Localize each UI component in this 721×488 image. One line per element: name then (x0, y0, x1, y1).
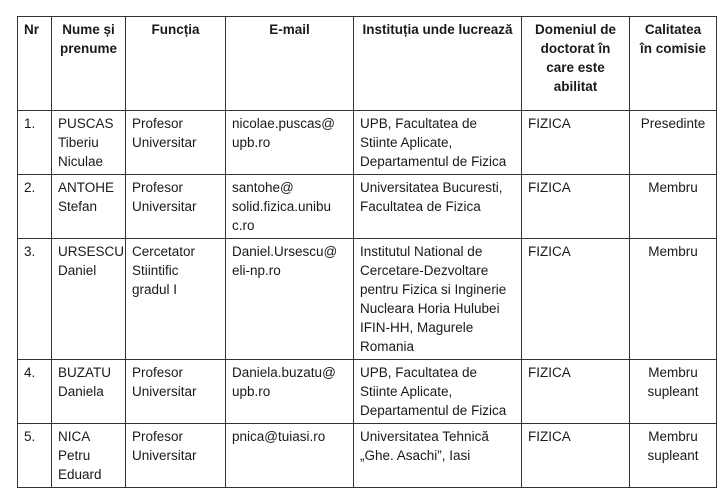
cell-name: ANTOHE Stefan (52, 175, 126, 239)
header-nr: Nr (18, 17, 52, 111)
header-function: Funcția (126, 17, 226, 111)
cell-role: Membru (630, 239, 717, 360)
cell-email: nicolae.puscas@ upb.ro (226, 111, 354, 175)
cell-role: Membru (630, 175, 717, 239)
cell-name: PUSCAS Tiberiu Niculae (52, 111, 126, 175)
cell-nr: 3. (18, 239, 52, 360)
cell-email: santohe@ solid.fizica.unibu c.ro (226, 175, 354, 239)
cell-institution: Universitatea Bucuresti, Facultatea de Fizica (354, 175, 522, 239)
cell-function: Profesor Universitar (126, 424, 226, 488)
header-row (18, 17, 717, 111)
cell-role: Presedinte (630, 111, 717, 175)
cell-name: BUZATU Daniela (52, 360, 126, 424)
cell-domain: FIZICA (522, 175, 630, 239)
table-row (18, 424, 717, 488)
cell-function: Profesor Universitar (126, 360, 226, 424)
cell-domain: FIZICA (522, 239, 630, 360)
commission-table (17, 16, 717, 488)
header-role: Calitatea în comisie (630, 17, 717, 111)
cell-name: URSESCU Daniel (52, 239, 126, 360)
cell-institution: UPB, Facultatea de Stiinte Aplicate, Departamentul de Fizica (354, 360, 522, 424)
cell-function: Cercetator Stiintific gradul I (126, 239, 226, 360)
table-row (18, 175, 717, 239)
cell-role: Membru supleant (630, 424, 717, 488)
header-institution: Instituția unde lucrează (354, 17, 522, 111)
cell-email: pnica@tuiasi.ro (226, 424, 354, 488)
cell-nr: 2. (18, 175, 52, 239)
cell-nr: 4. (18, 360, 52, 424)
cell-function: Profesor Universitar (126, 111, 226, 175)
cell-domain: FIZICA (522, 111, 630, 175)
cell-domain: FIZICA (522, 424, 630, 488)
header-domain: Domeniul de doctorat în care este abilitat (522, 17, 630, 111)
cell-nr: 1. (18, 111, 52, 175)
cell-domain: FIZICA (522, 360, 630, 424)
cell-name: NICA Petru Eduard (52, 424, 126, 488)
cell-institution: UPB, Facultatea de Stiinte Aplicate, Departamentul de Fizica (354, 111, 522, 175)
cell-email: Daniela.buzatu@ upb.ro (226, 360, 354, 424)
header-email: E-mail (226, 17, 354, 111)
cell-institution: Institutul National de Cercetare-Dezvoltare pentru Fizica si Inginerie Nucleara Horia Hulubei IFIN-HH, Magurele Romania (354, 239, 522, 360)
cell-role: Membru supleant (630, 360, 717, 424)
table-row (18, 360, 717, 424)
cell-nr: 5. (18, 424, 52, 488)
cell-function: Profesor Universitar (126, 175, 226, 239)
cell-institution: Universitatea Tehnică „Ghe. Asachi”, Iasi (354, 424, 522, 488)
table-row (18, 111, 717, 175)
header-name: Nume și prenume (52, 17, 126, 111)
table-row (18, 239, 717, 360)
cell-email: Daniel.Ursescu@ eli-np.ro (226, 239, 354, 360)
